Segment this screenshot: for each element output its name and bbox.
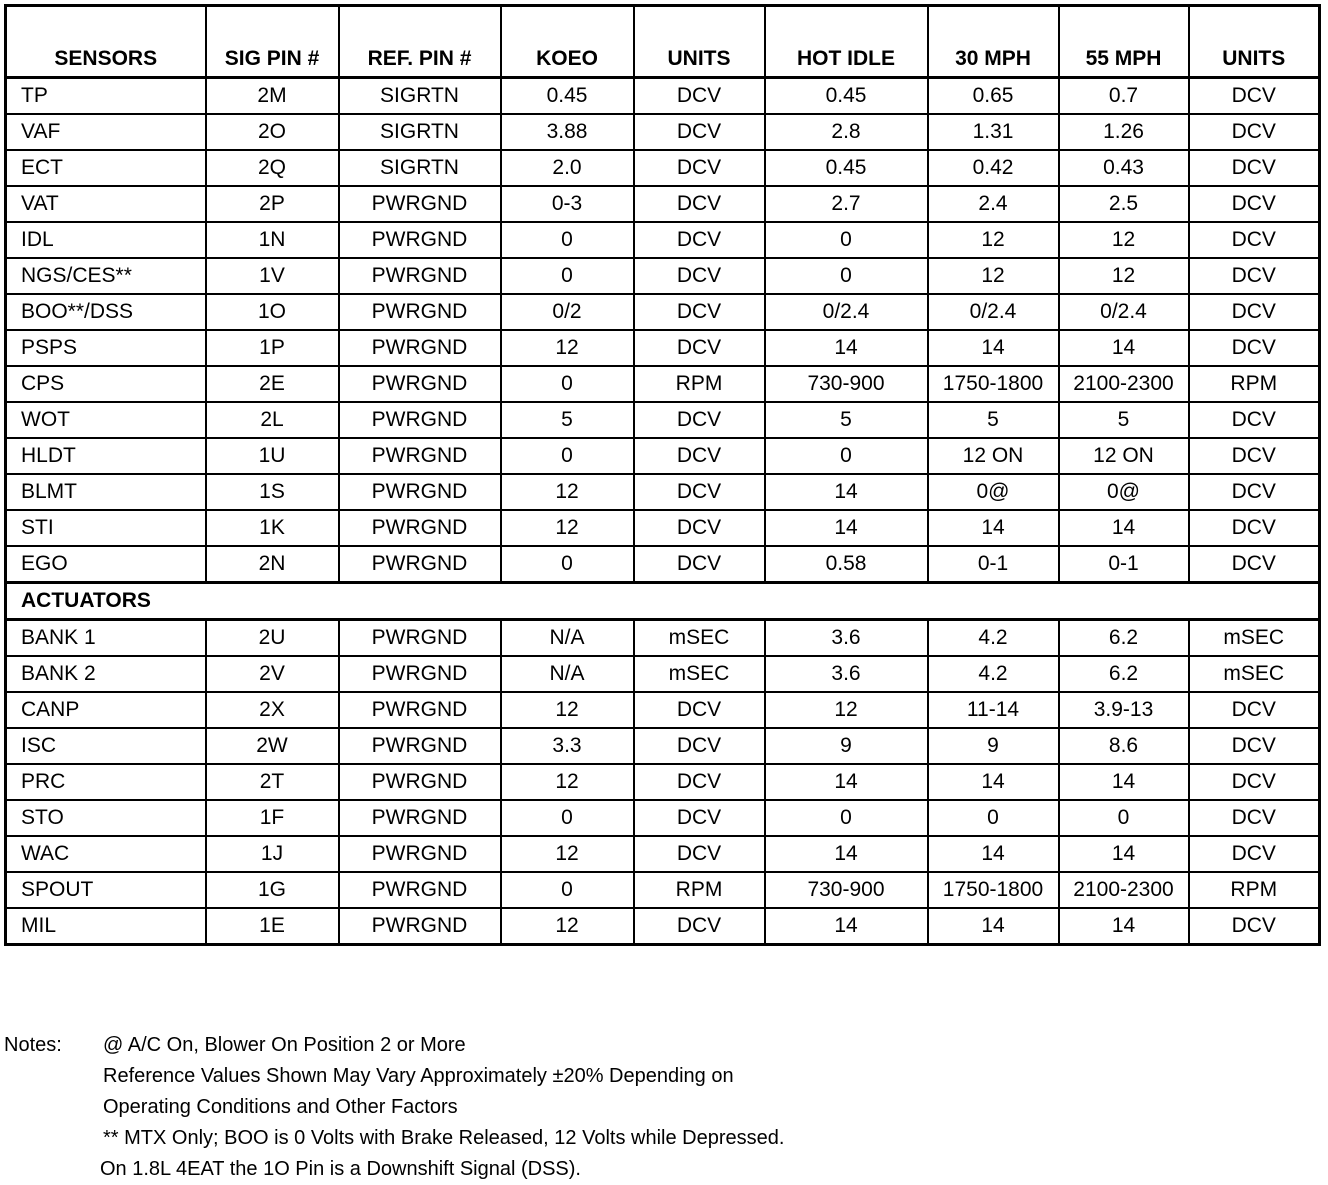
cell-units: DCV	[634, 836, 765, 872]
cell-koeo: 12	[501, 908, 634, 945]
cell-name: BANK 1	[6, 620, 206, 657]
header-hot-idle: HOT IDLE	[765, 6, 928, 78]
cell-units: DCV	[634, 222, 765, 258]
cell-name: HLDT	[6, 438, 206, 474]
cell-units: mSEC	[634, 620, 765, 657]
cell-units: DCV	[634, 764, 765, 800]
cell-55-mph: 12 ON	[1059, 438, 1189, 474]
cell-hot-idle: 0	[765, 258, 928, 294]
cell-hot-idle: 0.45	[765, 78, 928, 115]
cell-55-mph: 14	[1059, 510, 1189, 546]
cell-30-mph: 14	[928, 510, 1059, 546]
table-row	[6, 258, 1320, 294]
cell-sig-pin: 1O	[206, 294, 339, 330]
cell-ref-pin: PWRGND	[339, 330, 501, 366]
cell-units-2: DCV	[1189, 764, 1320, 800]
cell-sig-pin: 1G	[206, 872, 339, 908]
cell-units: DCV	[634, 800, 765, 836]
cell-units-2: DCV	[1189, 546, 1320, 583]
cell-units-2: DCV	[1189, 474, 1320, 510]
table-row	[6, 764, 1320, 800]
cell-sig-pin: 2O	[206, 114, 339, 150]
cell-ref-pin: PWRGND	[339, 656, 501, 692]
cell-units: DCV	[634, 728, 765, 764]
cell-units-2: DCV	[1189, 800, 1320, 836]
table-row	[6, 872, 1320, 908]
cell-ref-pin: PWRGND	[339, 908, 501, 945]
cell-units-2: DCV	[1189, 78, 1320, 115]
cell-ref-pin: PWRGND	[339, 186, 501, 222]
cell-55-mph: 5	[1059, 402, 1189, 438]
actuators-section-row	[6, 583, 1320, 620]
cell-units-2: DCV	[1189, 836, 1320, 872]
cell-30-mph: 0-1	[928, 546, 1059, 583]
table-row	[6, 78, 1320, 115]
cell-koeo: 3.88	[501, 114, 634, 150]
cell-30-mph: 14	[928, 330, 1059, 366]
table-row	[6, 546, 1320, 583]
cell-units: DCV	[634, 114, 765, 150]
table-row	[6, 222, 1320, 258]
note-line: Reference Values Shown May Vary Approximately ±20% Depending on	[103, 1065, 734, 1087]
cell-koeo: 3.3	[501, 728, 634, 764]
reference-values-sheet	[4, 4, 1321, 946]
cell-koeo: 0/2	[501, 294, 634, 330]
table-row	[6, 728, 1320, 764]
cell-hot-idle: 14	[765, 764, 928, 800]
cell-hot-idle: 14	[765, 836, 928, 872]
table-row	[6, 114, 1320, 150]
table-row	[6, 692, 1320, 728]
cell-koeo: 12	[501, 510, 634, 546]
table-row	[6, 620, 1320, 657]
table-row	[6, 836, 1320, 872]
cell-ref-pin: PWRGND	[339, 872, 501, 908]
cell-ref-pin: PWRGND	[339, 366, 501, 402]
cell-ref-pin: PWRGND	[339, 836, 501, 872]
cell-ref-pin: PWRGND	[339, 402, 501, 438]
cell-name: IDL	[6, 222, 206, 258]
cell-units-2: DCV	[1189, 330, 1320, 366]
cell-30-mph: 0@	[928, 474, 1059, 510]
cell-ref-pin: PWRGND	[339, 510, 501, 546]
cell-name: BLMT	[6, 474, 206, 510]
cell-name: TP	[6, 78, 206, 115]
cell-30-mph: 0	[928, 800, 1059, 836]
cell-koeo: 12	[501, 474, 634, 510]
note-line: @ A/C On, Blower On Position 2 or More	[103, 1034, 466, 1056]
cell-name: SPOUT	[6, 872, 206, 908]
table-row	[6, 150, 1320, 186]
cell-30-mph: 0.42	[928, 150, 1059, 186]
cell-name: STO	[6, 800, 206, 836]
cell-units-2: DCV	[1189, 402, 1320, 438]
cell-units-2: DCV	[1189, 294, 1320, 330]
cell-hot-idle: 2.8	[765, 114, 928, 150]
cell-30-mph: 2.4	[928, 186, 1059, 222]
cell-sig-pin: 1E	[206, 908, 339, 945]
cell-hot-idle: 0.58	[765, 546, 928, 583]
cell-units-2: RPM	[1189, 872, 1320, 908]
cell-ref-pin: PWRGND	[339, 222, 501, 258]
cell-ref-pin: SIGRTN	[339, 78, 501, 115]
cell-hot-idle: 14	[765, 330, 928, 366]
cell-koeo: 0	[501, 872, 634, 908]
cell-55-mph: 3.9-13	[1059, 692, 1189, 728]
table-row	[6, 656, 1320, 692]
cell-sig-pin: 2T	[206, 764, 339, 800]
cell-units-2: mSEC	[1189, 656, 1320, 692]
cell-units: DCV	[634, 186, 765, 222]
cell-hot-idle: 3.6	[765, 620, 928, 657]
cell-sig-pin: 2E	[206, 366, 339, 402]
cell-hot-idle: 730-900	[765, 366, 928, 402]
cell-units-2: DCV	[1189, 258, 1320, 294]
cell-30-mph: 0.65	[928, 78, 1059, 115]
cell-hot-idle: 0	[765, 800, 928, 836]
notes-label: Notes:	[4, 1034, 62, 1056]
cell-ref-pin: PWRGND	[339, 546, 501, 583]
cell-30-mph: 1750-1800	[928, 366, 1059, 402]
cell-units: DCV	[634, 150, 765, 186]
cell-sig-pin: 2P	[206, 186, 339, 222]
header-koeo: KOEO	[501, 6, 634, 78]
cell-55-mph: 0	[1059, 800, 1189, 836]
cell-koeo: 0-3	[501, 186, 634, 222]
cell-hot-idle: 9	[765, 728, 928, 764]
sensor-actuator-table	[4, 4, 1321, 946]
cell-name: PRC	[6, 764, 206, 800]
cell-55-mph: 14	[1059, 908, 1189, 945]
cell-30-mph: 5	[928, 402, 1059, 438]
cell-name: CANP	[6, 692, 206, 728]
cell-koeo: 0	[501, 258, 634, 294]
cell-ref-pin: SIGRTN	[339, 150, 501, 186]
cell-sig-pin: 1J	[206, 836, 339, 872]
cell-name: EGO	[6, 546, 206, 583]
table-row	[6, 474, 1320, 510]
cell-30-mph: 12 ON	[928, 438, 1059, 474]
cell-hot-idle: 14	[765, 510, 928, 546]
cell-units: DCV	[634, 692, 765, 728]
table-row	[6, 330, 1320, 366]
cell-55-mph: 0.43	[1059, 150, 1189, 186]
cell-55-mph: 2100-2300	[1059, 872, 1189, 908]
cell-name: MIL	[6, 908, 206, 945]
cell-55-mph: 14	[1059, 836, 1189, 872]
cell-name: ECT	[6, 150, 206, 186]
cell-koeo: 5	[501, 402, 634, 438]
cell-55-mph: 0.7	[1059, 78, 1189, 115]
cell-units: DCV	[634, 402, 765, 438]
header-ref-pin: REF. PIN #	[339, 6, 501, 78]
cell-sig-pin: 1U	[206, 438, 339, 474]
cell-units-2: DCV	[1189, 908, 1320, 945]
note-line: ** MTX Only; BOO is 0 Volts with Brake Released, 12 Volts while Depressed.	[103, 1127, 785, 1149]
cell-55-mph: 12	[1059, 222, 1189, 258]
table-row	[6, 186, 1320, 222]
cell-ref-pin: PWRGND	[339, 258, 501, 294]
cell-hot-idle: 3.6	[765, 656, 928, 692]
cell-30-mph: 9	[928, 728, 1059, 764]
cell-30-mph: 14	[928, 764, 1059, 800]
cell-units-2: DCV	[1189, 114, 1320, 150]
cell-55-mph: 14	[1059, 330, 1189, 366]
cell-hot-idle: 12	[765, 692, 928, 728]
cell-name: STI	[6, 510, 206, 546]
cell-ref-pin: PWRGND	[339, 692, 501, 728]
cell-ref-pin: PWRGND	[339, 474, 501, 510]
cell-sig-pin: 1K	[206, 510, 339, 546]
cell-koeo: N/A	[501, 620, 634, 657]
cell-sig-pin: 2U	[206, 620, 339, 657]
cell-name: BOO**/DSS	[6, 294, 206, 330]
table-row	[6, 294, 1320, 330]
cell-koeo: 12	[501, 330, 634, 366]
notes-lines	[100, 1030, 785, 1185]
cell-30-mph: 12	[928, 258, 1059, 294]
cell-units-2: DCV	[1189, 150, 1320, 186]
cell-name: PSPS	[6, 330, 206, 366]
cell-koeo: 12	[501, 764, 634, 800]
cell-hot-idle: 0/2.4	[765, 294, 928, 330]
cell-sig-pin: 1F	[206, 800, 339, 836]
table-row	[6, 438, 1320, 474]
cell-units-2: DCV	[1189, 692, 1320, 728]
cell-55-mph: 12	[1059, 258, 1189, 294]
header-30-mph: 30 MPH	[928, 6, 1059, 78]
cell-55-mph: 6.2	[1059, 620, 1189, 657]
cell-hot-idle: 0.45	[765, 150, 928, 186]
cell-name: VAT	[6, 186, 206, 222]
cell-55-mph: 6.2	[1059, 656, 1189, 692]
cell-units: DCV	[634, 330, 765, 366]
cell-name: BANK 2	[6, 656, 206, 692]
cell-sig-pin: 2L	[206, 402, 339, 438]
cell-koeo: 0.45	[501, 78, 634, 115]
cell-units: RPM	[634, 366, 765, 402]
cell-sig-pin: 2M	[206, 78, 339, 115]
cell-sig-pin: 1S	[206, 474, 339, 510]
cell-55-mph: 0/2.4	[1059, 294, 1189, 330]
cell-hot-idle: 14	[765, 474, 928, 510]
cell-55-mph: 14	[1059, 764, 1189, 800]
cell-55-mph: 1.26	[1059, 114, 1189, 150]
cell-koeo: N/A	[501, 656, 634, 692]
table-row	[6, 510, 1320, 546]
cell-units: RPM	[634, 872, 765, 908]
cell-55-mph: 8.6	[1059, 728, 1189, 764]
cell-55-mph: 0-1	[1059, 546, 1189, 583]
cell-hot-idle: 5	[765, 402, 928, 438]
cell-sig-pin: 2N	[206, 546, 339, 583]
cell-sig-pin: 1V	[206, 258, 339, 294]
cell-30-mph: 14	[928, 836, 1059, 872]
cell-units-2: DCV	[1189, 438, 1320, 474]
cell-name: CPS	[6, 366, 206, 402]
actuators-heading: ACTUATORS	[6, 583, 1320, 620]
header-55-mph: 55 MPH	[1059, 6, 1189, 78]
table-row	[6, 800, 1320, 836]
note-line: On 1.8L 4EAT the 1O Pin is a Downshift Signal (DSS).	[100, 1158, 581, 1180]
cell-name: VAF	[6, 114, 206, 150]
cell-name: NGS/CES**	[6, 258, 206, 294]
cell-sig-pin: 2X	[206, 692, 339, 728]
cell-sig-pin: 1N	[206, 222, 339, 258]
table-row	[6, 366, 1320, 402]
header-sensors: SENSORS	[6, 6, 206, 78]
cell-koeo: 0	[501, 546, 634, 583]
cell-units-2: DCV	[1189, 186, 1320, 222]
cell-units-2: mSEC	[1189, 620, 1320, 657]
cell-30-mph: 4.2	[928, 620, 1059, 657]
cell-koeo: 0	[501, 222, 634, 258]
cell-name: ISC	[6, 728, 206, 764]
table-body	[6, 78, 1320, 945]
cell-30-mph: 0/2.4	[928, 294, 1059, 330]
cell-ref-pin: PWRGND	[339, 438, 501, 474]
cell-hot-idle: 0	[765, 222, 928, 258]
note-line: Operating Conditions and Other Factors	[103, 1096, 458, 1118]
cell-ref-pin: PWRGND	[339, 620, 501, 657]
cell-units: DCV	[634, 546, 765, 583]
cell-units: DCV	[634, 78, 765, 115]
cell-units: mSEC	[634, 656, 765, 692]
header-sig-pin: SIG PIN #	[206, 6, 339, 78]
cell-ref-pin: PWRGND	[339, 800, 501, 836]
cell-hot-idle: 14	[765, 908, 928, 945]
cell-hot-idle: 2.7	[765, 186, 928, 222]
cell-sig-pin: 2W	[206, 728, 339, 764]
cell-ref-pin: PWRGND	[339, 294, 501, 330]
header-units-2: UNITS	[1189, 6, 1320, 78]
cell-units-2: DCV	[1189, 728, 1320, 764]
header-units: UNITS	[634, 6, 765, 78]
cell-units-2: DCV	[1189, 222, 1320, 258]
table-row	[6, 402, 1320, 438]
cell-30-mph: 1750-1800	[928, 872, 1059, 908]
cell-koeo: 2.0	[501, 150, 634, 186]
cell-hot-idle: 0	[765, 438, 928, 474]
cell-units: DCV	[634, 438, 765, 474]
cell-koeo: 12	[501, 692, 634, 728]
cell-units-2: DCV	[1189, 510, 1320, 546]
cell-sig-pin: 2Q	[206, 150, 339, 186]
cell-55-mph: 0@	[1059, 474, 1189, 510]
cell-koeo: 12	[501, 836, 634, 872]
cell-sig-pin: 1P	[206, 330, 339, 366]
cell-units: DCV	[634, 474, 765, 510]
cell-units-2: RPM	[1189, 366, 1320, 402]
table-row	[6, 908, 1320, 945]
cell-sig-pin: 2V	[206, 656, 339, 692]
cell-hot-idle: 730-900	[765, 872, 928, 908]
cell-30-mph: 4.2	[928, 656, 1059, 692]
cell-units: DCV	[634, 258, 765, 294]
cell-ref-pin: PWRGND	[339, 728, 501, 764]
cell-30-mph: 12	[928, 222, 1059, 258]
cell-name: WAC	[6, 836, 206, 872]
cell-ref-pin: PWRGND	[339, 764, 501, 800]
cell-name: WOT	[6, 402, 206, 438]
cell-30-mph: 11-14	[928, 692, 1059, 728]
cell-units: DCV	[634, 908, 765, 945]
cell-ref-pin: SIGRTN	[339, 114, 501, 150]
cell-koeo: 0	[501, 366, 634, 402]
header-row	[6, 6, 1320, 78]
cell-units: DCV	[634, 294, 765, 330]
cell-koeo: 0	[501, 800, 634, 836]
cell-55-mph: 2.5	[1059, 186, 1189, 222]
cell-units: DCV	[634, 510, 765, 546]
cell-30-mph: 1.31	[928, 114, 1059, 150]
cell-koeo: 0	[501, 438, 634, 474]
cell-30-mph: 14	[928, 908, 1059, 945]
cell-55-mph: 2100-2300	[1059, 366, 1189, 402]
